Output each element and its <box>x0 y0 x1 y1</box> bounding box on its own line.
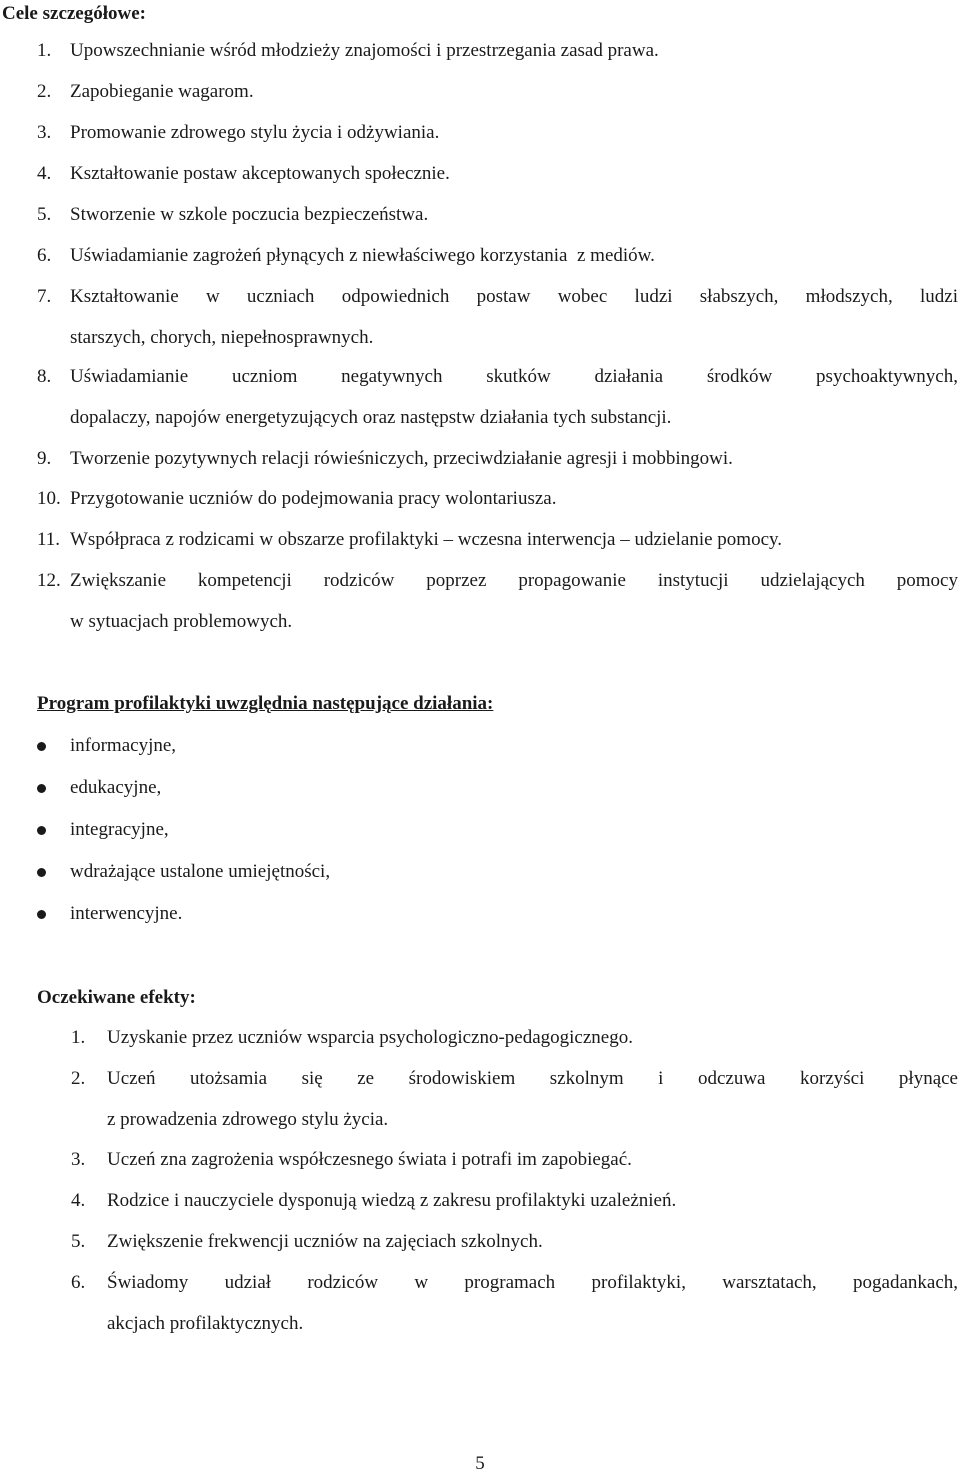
item-text: Tworzenie pozytywnych relacji rówieśniczych, przeciwdziałanie agresji i mobbingowi. <box>70 448 733 469</box>
item-text: Uświadamianie uczniom negatywnych skutków działania środków psychoaktywnych, <box>70 366 958 387</box>
item-number: 10. <box>37 488 61 509</box>
item-text: Upowszechnianie wśród młodzieży znajomości i przestrzegania zasad prawa. <box>70 40 659 61</box>
item-number: 4. <box>71 1190 86 1211</box>
item-number: 12. <box>37 570 61 591</box>
efekty-item <box>0 1066 960 1092</box>
item-number: 3. <box>71 1149 86 1170</box>
item-number: 5. <box>37 204 52 225</box>
item-text: Kształtowanie postaw akceptowanych społecznie. <box>70 163 450 184</box>
item-text: Zapobieganie wagarom. <box>70 81 254 102</box>
item-number: 6. <box>37 245 52 266</box>
efekty-item-continuation <box>0 1107 960 1133</box>
item-text: Promowanie zdrowego stylu życia i odżywiania. <box>70 122 440 143</box>
item-number: 9. <box>37 448 52 469</box>
efekty-item <box>0 1188 960 1214</box>
item-text: Uczeń utożsamia się ze środowiskiem szkolnym i odczuwa korzyści płynące <box>107 1068 958 1089</box>
item-number: 3. <box>37 122 52 143</box>
item-text: Kształtowanie w uczniach odpowiednich postaw wobec ludzi słabszych, młodszych, ludzi <box>70 286 958 307</box>
item-text: edukacyjne, <box>70 777 162 798</box>
efekty-item <box>0 1025 960 1051</box>
item-number: 8. <box>37 366 52 387</box>
page-number: 5 <box>475 1453 485 1474</box>
program-item <box>0 817 960 843</box>
item-text: Zwiększanie kompetencji rodziców poprzez propagowanie instytucji udzielających pomocy <box>70 570 958 591</box>
item-text: integracyjne, <box>70 819 169 840</box>
item-text: Rodzice i nauczyciele dysponują wiedzą z zakresu profilaktyki uzależnień. <box>107 1190 677 1211</box>
cele-item-continuation <box>0 609 960 635</box>
cele-heading: Cele szczegółowe: <box>2 3 147 24</box>
cele-item <box>0 38 960 64</box>
cele-item <box>0 284 960 310</box>
cele-item <box>0 527 960 553</box>
efekty-item <box>0 1147 960 1173</box>
cele-item <box>0 568 960 594</box>
item-number: 2. <box>37 81 52 102</box>
item-text: Uczeń zna zagrożenia współczesnego świata i potrafi im zapobiegać. <box>107 1149 632 1170</box>
item-number: 4. <box>37 163 52 184</box>
item-number: 6. <box>71 1272 86 1293</box>
item-text: Uświadamianie zagrożeń płynących z niewłaściwego korzystania z mediów. <box>70 245 655 266</box>
program-item <box>0 859 960 885</box>
program-item <box>0 901 960 927</box>
item-text: interwencyjne. <box>70 903 183 924</box>
item-number: 1. <box>71 1027 86 1048</box>
item-text: w sytuacjach problemowych. <box>70 611 293 632</box>
cele-item <box>0 202 960 228</box>
item-number: 11. <box>37 529 61 550</box>
item-number: 2. <box>71 1068 86 1089</box>
item-text: starszych, chorych, niepełnosprawnych. <box>70 327 374 348</box>
cele-item <box>0 120 960 146</box>
item-text: z prowadzenia zdrowego stylu życia. <box>107 1109 389 1130</box>
cele-item <box>0 79 960 105</box>
cele-item <box>0 364 960 390</box>
item-text: informacyjne, <box>70 735 177 756</box>
item-text: Współpraca z rodzicami w obszarze profilaktyki – wczesna interwencja – udzielanie pomocy. <box>70 529 783 550</box>
bullet-icon <box>37 868 46 877</box>
item-text: wdrażające ustalone umiejętności, <box>70 861 331 882</box>
program-item <box>0 775 960 801</box>
program-item <box>0 733 960 759</box>
bullet-icon <box>37 784 46 793</box>
item-text: Przygotowanie uczniów do podejmowania pracy wolontariusza. <box>70 488 557 509</box>
item-text: akcjach profilaktycznych. <box>107 1313 304 1334</box>
item-text: Uzyskanie przez uczniów wsparcia psychologiczno-pedagogicznego. <box>107 1027 633 1048</box>
cele-item-continuation <box>0 325 960 351</box>
efekty-item-continuation <box>0 1311 960 1337</box>
cele-item <box>0 243 960 269</box>
cele-item <box>0 446 960 472</box>
cele-item-continuation <box>0 405 960 431</box>
item-text: Stworzenie w szkole poczucia bezpieczeństwa. <box>70 204 429 225</box>
efekty-item <box>0 1229 960 1255</box>
item-number: 1. <box>37 40 52 61</box>
cele-item <box>0 161 960 187</box>
bullet-icon <box>37 742 46 751</box>
bullet-icon <box>37 910 46 919</box>
efekty-heading: Oczekiwane efekty: <box>37 987 196 1008</box>
item-text: dopalaczy, napojów energetyzujących oraz następstw działania tych substancji. <box>70 407 672 428</box>
item-number: 5. <box>71 1231 86 1252</box>
item-text: Zwiększenie frekwencji uczniów na zajęciach szkolnych. <box>107 1231 543 1252</box>
item-text: Świadomy udział rodziców w programach profilaktyki, warsztatach, pogadankach, <box>107 1272 958 1293</box>
bullet-icon <box>37 826 46 835</box>
item-number: 7. <box>37 286 52 307</box>
cele-item <box>0 486 960 512</box>
efekty-item <box>0 1270 960 1296</box>
program-heading: Program profilaktyki uwzględnia następujące działania: <box>37 693 494 714</box>
